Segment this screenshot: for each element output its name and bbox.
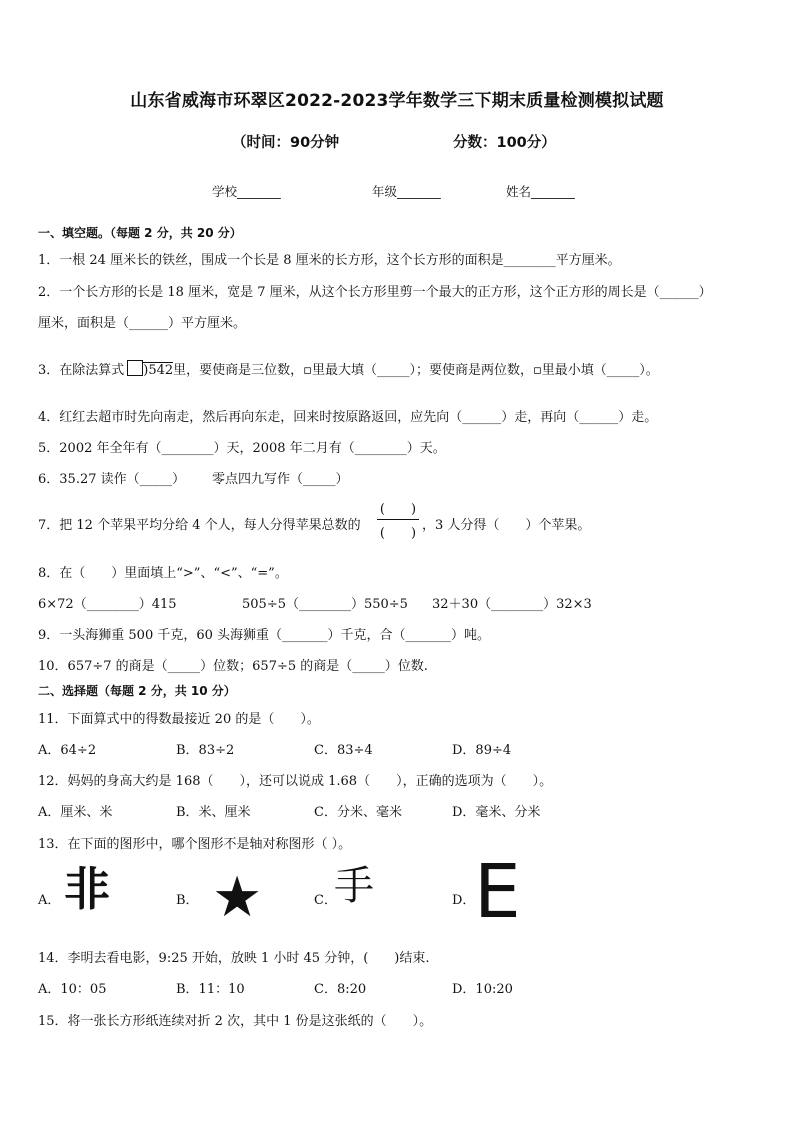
q13-option-a: A． — [38, 893, 61, 908]
question-11: 11．下面算式中的得数最接近 20 的是（ ）。 — [38, 712, 320, 727]
question-15: 15．将一张长方形纸连续对折 2 次，其中 1 份是这张纸的（ ）。 — [38, 1014, 433, 1029]
grade-field: 年级_______ — [372, 184, 441, 199]
question-3-prefix: 3．在除法算式 — [38, 363, 125, 378]
division-expression: )542 — [143, 363, 174, 378]
question-3 — [38, 359, 659, 378]
q11-option-b: B．83÷2 — [176, 743, 235, 758]
q14-option-a: A．10：05 — [38, 982, 107, 997]
fei-character-icon: 非 — [64, 862, 110, 916]
q14-option-d: D．10:20 — [452, 982, 513, 997]
name-field: 姓名_______ — [506, 184, 575, 199]
question-8-b: 505÷5（________）550÷5 — [242, 597, 408, 612]
school-field: 学校_______ — [212, 184, 281, 199]
fraction-bar — [377, 519, 419, 520]
section-choice-heading: 二、选择题（每题 2 分，共 10 分） — [38, 684, 236, 698]
question-7-prefix: 7．把 12 个苹果平均分给 4 个人，每人分得苹果总数的 — [38, 518, 361, 533]
star-icon: ★ — [212, 865, 263, 930]
question-12: 12．妈妈的身高大约是 168（ ），还可以说成 1.68（ ），正确的选项为（ ）。 — [38, 774, 553, 789]
question-13: 13．在下面的图形中，哪个图形不是轴对称图形（ ）。 — [38, 837, 352, 852]
fraction — [377, 498, 419, 541]
letter-e-icon: E — [474, 849, 521, 935]
section-fill-heading: 一、填空题。（每题 2 分，共 20 分） — [38, 226, 242, 240]
q11-option-a: A．64÷2 — [38, 743, 97, 758]
q12-option-c: C．分米、毫米 — [314, 805, 402, 820]
q14-option-c: C．8:20 — [314, 982, 367, 997]
question-4: 4．红红去超市时先向南走，然后再向东走，回来时按原路返回，应先向（______）走，再向（______）走。 — [38, 410, 658, 425]
q11-option-d: D．89÷4 — [452, 743, 512, 758]
q12-option-d: D．毫米、分米 — [452, 805, 541, 820]
q12-option-b: B．米、厘米 — [176, 805, 251, 820]
exam-score: 分数：100分） — [453, 135, 556, 151]
q14-option-b: B．11：10 — [176, 982, 245, 997]
question-6a: 6．35.27 读作（_____） — [38, 472, 186, 487]
question-5: 5．2002 年全年有（________）天，2008 年二月有（________）天。 — [38, 441, 446, 456]
q11-option-c: C．83÷4 — [314, 743, 373, 758]
question-7-suffix: ，3 人分得（ ）个苹果。 — [422, 518, 591, 533]
q13-option-c: C． — [314, 893, 337, 908]
fraction-numerator: ( ) — [379, 502, 417, 517]
question-3-suffix: 里，要使商是三位数，▫里最大填（_____）；要使商是两位数，▫里最小填（_____）。 — [173, 363, 659, 378]
q13-option-b: B． — [176, 893, 199, 908]
question-2-line2: 厘米，面积是（______）平方厘米。 — [38, 316, 247, 331]
shou-character-icon: 手 — [334, 863, 374, 909]
page-title: 山东省威海市环翠区2022-2023学年数学三下期末质量检测模拟试题 — [130, 91, 664, 111]
blank-box-icon — [127, 360, 143, 376]
question-9: 9．一头海狮重 500 千克，60 头海狮重（_______）千克，合（_______）吨。 — [38, 628, 491, 643]
question-8-c: 32＋30（________）32×3 — [432, 597, 592, 612]
exam-time: （时间：90分钟 — [232, 135, 340, 151]
question-2-line1: 2．一个长方形的长是 18 厘米，宽是 7 厘米，从这个长方形里剪一个最大的正方形，这个正方形的周长是（______） — [38, 285, 712, 300]
q13-option-d: D． — [452, 893, 476, 908]
question-14: 14．李明去看电影，9:25 开始，放映 1 小时 45 分钟，( )结束. — [38, 951, 430, 966]
question-1: 1．一根 24 厘米长的铁丝，围成一个长是 8 厘米的长方形，这个长方形的面积是________平方厘米。 — [38, 253, 621, 268]
question-8: 8．在（ ）里面填上“>”、“<”、“=”。 — [38, 566, 288, 581]
question-6b: 零点四九写作（_____） — [212, 472, 349, 487]
fraction-denominator: ( ) — [379, 526, 417, 541]
question-10: 10．657÷7 的商是（_____）位数；657÷5 的商是（_____）位数. — [38, 659, 428, 674]
q12-option-a: A．厘米、米 — [38, 805, 113, 820]
question-8-a: 6×72（________）415 — [38, 597, 177, 612]
